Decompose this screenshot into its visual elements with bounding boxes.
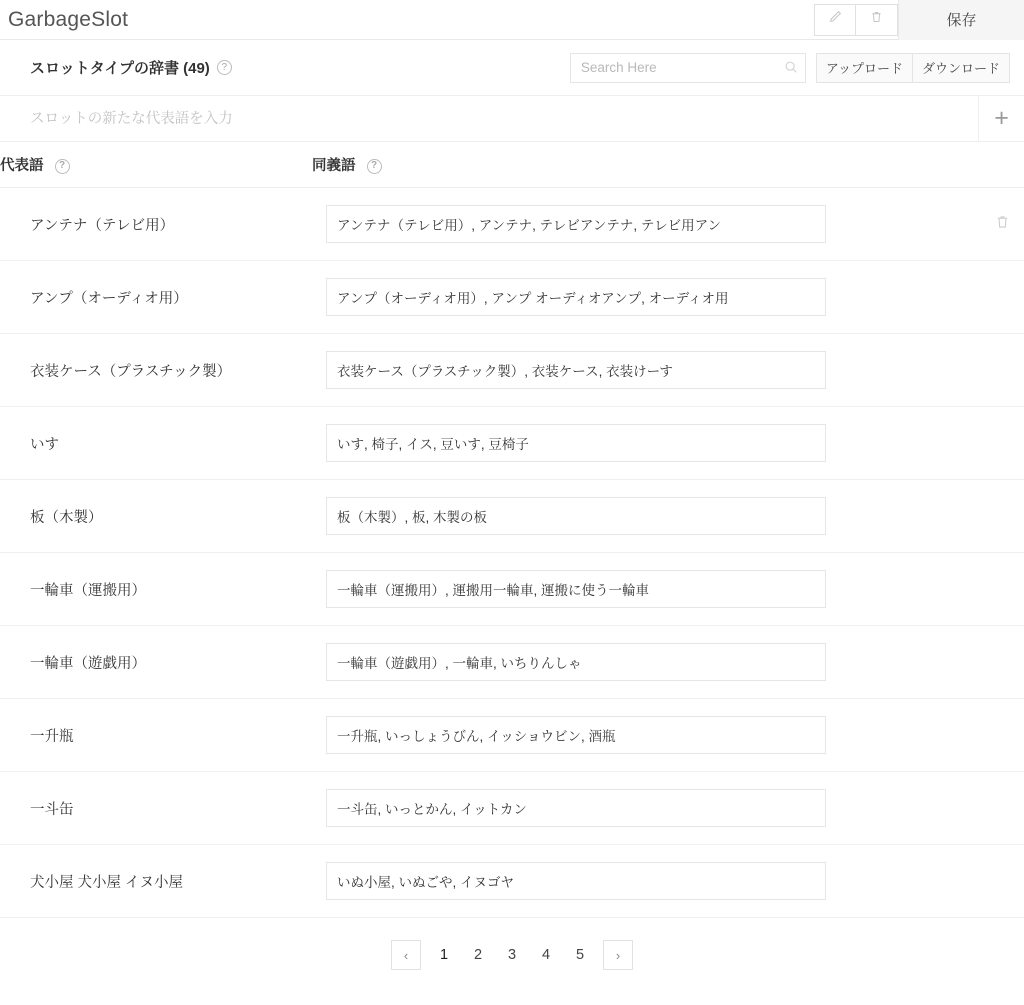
- cell-synonym: [312, 772, 980, 845]
- table-row[interactable]: [0, 553, 1024, 626]
- table-row[interactable]: [0, 188, 1024, 261]
- cell-term: 一斗缶: [0, 772, 312, 845]
- search-field-wrapper: [570, 53, 806, 83]
- cell-synonym: [312, 699, 980, 772]
- pagination-page-5[interactable]: 5: [575, 947, 585, 963]
- pagination: [0, 918, 1024, 986]
- upload-button[interactable]: アップロード: [816, 53, 913, 83]
- table-row[interactable]: [0, 699, 1024, 772]
- table-row[interactable]: [0, 480, 1024, 553]
- cell-actions: [980, 188, 1024, 261]
- table-row[interactable]: [0, 626, 1024, 699]
- cell-term: 板（木製）: [0, 480, 312, 553]
- synonym-input[interactable]: 一輪車（遊戯用）, 一輪車, いちりんしゃ: [326, 643, 826, 681]
- save-button[interactable]: 保存: [898, 0, 1024, 40]
- synonym-input[interactable]: 一升瓶, いっしょうびん, イッショウビン, 酒瓶: [326, 716, 826, 754]
- search-icon: [784, 60, 798, 79]
- new-term-input[interactable]: [0, 97, 978, 141]
- cell-actions: [980, 334, 1024, 407]
- edit-button[interactable]: [814, 4, 856, 36]
- add-term-button[interactable]: +: [978, 96, 1024, 141]
- download-button[interactable]: ダウンロード: [913, 53, 1010, 83]
- synonym-input[interactable]: 板（木製）, 板, 木製の板: [326, 497, 826, 535]
- synonym-help-icon[interactable]: ?: [367, 159, 382, 174]
- pagination-next[interactable]: ›: [603, 940, 633, 970]
- delete-button[interactable]: [856, 4, 898, 36]
- synonym-input[interactable]: 一斗缶, いっとかん, イットカン: [326, 789, 826, 827]
- table-row[interactable]: [0, 334, 1024, 407]
- pagination-page-1[interactable]: 1: [439, 947, 449, 963]
- cell-term: 一輪車（遊戯用）: [0, 626, 312, 699]
- cell-term: アンテナ（テレビ用）: [0, 188, 312, 261]
- synonym-input[interactable]: いす, 椅子, イス, 豆いす, 豆椅子: [326, 424, 826, 462]
- pagination-page-4[interactable]: 4: [541, 947, 551, 963]
- synonym-input[interactable]: 衣装ケース（プラスチック製）, 衣装ケース, 衣装けーす: [326, 351, 826, 389]
- app-title: GarbageSlot: [8, 7, 129, 31]
- top-bar-actions: [814, 0, 1024, 40]
- cell-actions: [980, 845, 1024, 918]
- table-row[interactable]: [0, 407, 1024, 480]
- dictionary-table: [0, 142, 1024, 918]
- cell-actions: [980, 626, 1024, 699]
- term-help-icon[interactable]: ?: [55, 159, 70, 174]
- cell-term: アンプ（オーディオ用）: [0, 261, 312, 334]
- column-header-actions: [980, 142, 1024, 188]
- pencil-icon: [828, 10, 842, 29]
- cell-synonym: [312, 188, 980, 261]
- cell-term: いす: [0, 407, 312, 480]
- new-entry-row: [0, 96, 1024, 142]
- column-header-term: [0, 142, 312, 188]
- table-header: [0, 142, 1024, 188]
- cell-synonym: [312, 334, 980, 407]
- cell-synonym: [312, 626, 980, 699]
- cell-synonym: [312, 480, 980, 553]
- cell-term: 一輪車（運搬用）: [0, 553, 312, 626]
- trash-icon: [870, 10, 883, 29]
- synonym-input[interactable]: いぬ小屋, いぬごや, イヌゴヤ: [326, 862, 826, 900]
- cell-actions: [980, 553, 1024, 626]
- column-header-term-label: 代表語: [0, 158, 44, 174]
- help-icon[interactable]: ?: [217, 60, 232, 75]
- cell-actions: [980, 480, 1024, 553]
- cell-term: 衣装ケース（プラスチック製）: [0, 334, 312, 407]
- synonym-input[interactable]: 一輪車（運搬用）, 運搬用一輪車, 運搬に使う一輪車: [326, 570, 826, 608]
- search-input[interactable]: [570, 53, 806, 83]
- synonym-input[interactable]: アンプ（オーディオ用）, アンプ オーディオアンプ, オーディオ用: [326, 278, 826, 316]
- cell-actions: [980, 407, 1024, 480]
- cell-synonym: [312, 845, 980, 918]
- pagination-page-3[interactable]: 3: [507, 947, 517, 963]
- pagination-page-2[interactable]: 2: [473, 947, 483, 963]
- row-delete-icon[interactable]: [995, 217, 1010, 234]
- cell-synonym: [312, 261, 980, 334]
- column-header-synonym-label: 同義語: [312, 158, 356, 174]
- pagination-prev[interactable]: ‹: [391, 940, 421, 970]
- cell-actions: [980, 772, 1024, 845]
- cell-term: 一升瓶: [0, 699, 312, 772]
- cell-synonym: [312, 553, 980, 626]
- synonym-input[interactable]: アンテナ（テレビ用）, アンテナ, テレビアンテナ, テレビ用アン: [326, 205, 826, 243]
- table-row[interactable]: [0, 772, 1024, 845]
- section-title: スロットタイプの辞書 (49): [30, 60, 210, 77]
- cell-term: 犬小屋 犬小屋 イヌ小屋: [0, 845, 312, 918]
- table-row[interactable]: [0, 261, 1024, 334]
- column-header-synonym: [312, 142, 980, 188]
- top-bar: [0, 0, 1024, 40]
- cell-actions: [980, 261, 1024, 334]
- cell-actions: [980, 699, 1024, 772]
- section-header: [0, 40, 1024, 96]
- cell-synonym: [312, 407, 980, 480]
- table-body: [0, 188, 1024, 918]
- table-row[interactable]: [0, 845, 1024, 918]
